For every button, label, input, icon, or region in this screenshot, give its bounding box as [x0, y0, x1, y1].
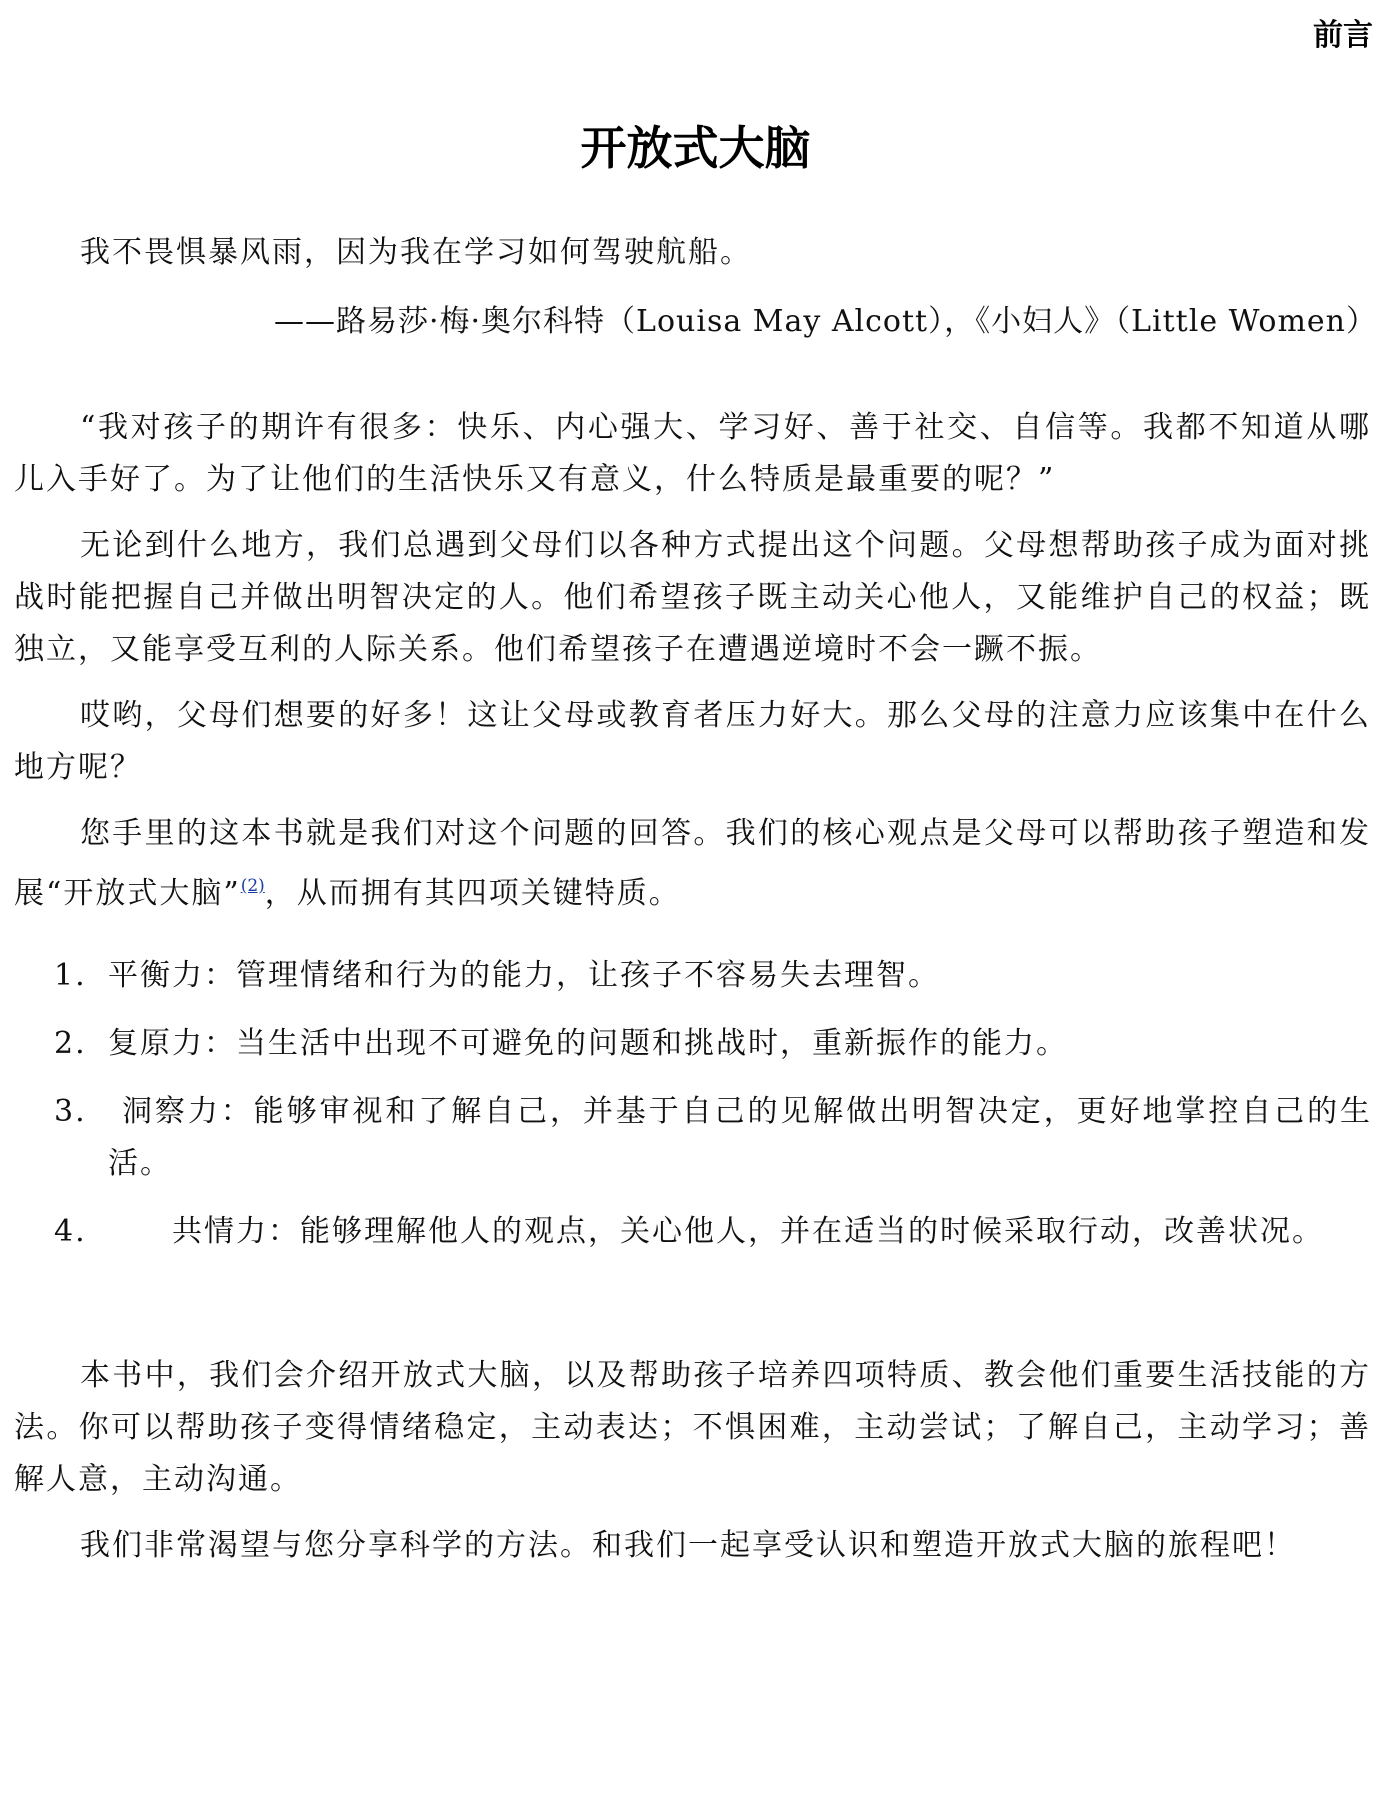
paragraph-6: 我们非常渴望与您分享科学的方法。和我们一起享受认识和塑造开放式大脑的旅程吧！ — [80, 1528, 1296, 1563]
list-number: 4. — [54, 1214, 87, 1249]
epigraph-attribution: ——路易莎·梅·奥尔科特（Louisa May Alcott），《小妇人》（Little Women） — [273, 304, 1377, 339]
list-item — [54, 950, 1372, 1002]
list-item-text: 洞察力：能够审视和了解自己，并基于自己的见解做出明智决定，更好地掌控自己的生活。 — [108, 1094, 1372, 1181]
paragraph-2: 无论到什么地方，我们总遇到父母们以各种方式提出这个问题。父母想帮助孩子成为面对挑战时能把握自己并做出明智决定的人。他们希望孩子既主动关心他人，又能维护自己的权益；既独立，又能享受互利的人际关系。他们希望孩子在遭遇逆境时不会一蹶不振。 — [14, 528, 1371, 667]
paragraph-4-text: 您手里的这本书就是我们对这个问题的回答。我们的核心观点是父母可以帮助孩子塑造和发展“开放式大脑” — [14, 816, 1371, 911]
list-item-text: 平衡力：管理情绪和行为的能力，让孩子不容易失去理智。 — [108, 958, 940, 993]
chapter-title: 开放式大脑 — [580, 121, 811, 175]
list-item — [54, 1206, 1372, 1258]
epigraph-quote: 我不畏惧暴风雨，因为我在学习如何驾驶航船。 — [80, 235, 752, 270]
footnote-reference-link[interactable]: (2) — [240, 876, 265, 896]
list-number: 2. — [54, 1026, 87, 1061]
list-number: 3. — [54, 1094, 87, 1129]
paragraph-4-text-end: ，从而拥有其四项关键特质。 — [264, 876, 681, 911]
list-number: 1. — [54, 958, 87, 993]
list-item-text: 复原力：当生活中出现不可避免的问题和挑战时，重新振作的能力。 — [108, 1026, 1068, 1061]
paragraph-1: “我对孩子的期许有很多：快乐、内心强大、学习好、善于社交、自信等。我都不知道从哪儿入手好了。为了让他们的生活快乐又有意义，什么特质是最重要的呢？” — [14, 410, 1371, 497]
traits-list — [54, 950, 1372, 1274]
paragraph-5: 本书中，我们会介绍开放式大脑，以及帮助孩子培养四项特质、教会他们重要生活技能的方法。你可以帮助孩子变得情绪稳定，主动表达；不惧困难，主动尝试；了解自己，主动学习；善解人意，主动沟通。 — [14, 1358, 1371, 1497]
list-item — [54, 1018, 1372, 1070]
list-item-text: 共情力：能够理解他人的观点，关心他人，并在适当的时候采取行动，改善状况。 — [172, 1214, 1324, 1249]
running-header: 前言 — [1313, 18, 1373, 53]
list-item — [54, 1086, 1372, 1190]
paragraph-3: 哎哟，父母们想要的好多！这让父母或教育者压力好大。那么父母的注意力应该集中在什么地方呢？ — [14, 698, 1371, 785]
paragraph-4 — [14, 808, 1371, 920]
